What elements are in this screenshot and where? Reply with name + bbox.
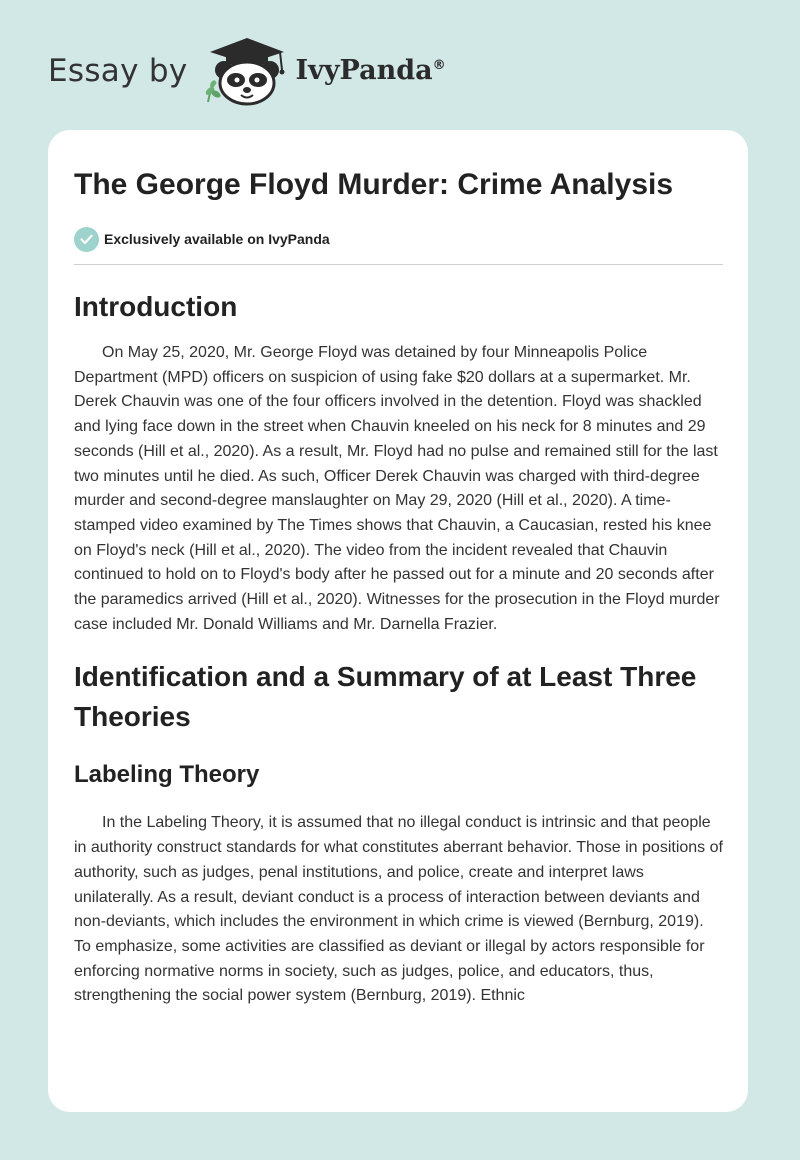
- section-heading-theories: Identification and a Summary of at Least Three Theories: [74, 661, 697, 733]
- title-divider: [74, 264, 723, 265]
- panda-logo-icon[interactable]: [200, 36, 294, 106]
- brand-prefix: Essay by: [48, 53, 188, 89]
- site-header: [48, 36, 446, 106]
- essay-title: The George Floyd Murder: Crime Analysis: [74, 168, 674, 201]
- paragraph-introduction: On May 25, 2020, Mr. George Floyd was detained by four Minneapolis Police Department (MPD) officers on suspicion of using fake $20 dollars at a supermarket. Mr. Derek Chauvin was one of the four officers involved in the detention. Floyd was shackled and lying face down in the street when Chauvin kneeled on his neck for 8 minutes and 29 seconds (Hill et al., 2020). As a result, Mr. Floyd had no pulse and remained still for the last two minutes until he died. As such, Officer Derek Chauvin was charged with third-degree murder and second-degree manslaughter on May 29, 2020 (Hill et al., 2020). A time-stamped video examined by The Times shows that Chauvin, a Caucasian, rested his knee on Floyd's neck (Hill et al., 2020). The video from the incident revealed that Chauvin continued to hold on to Floyd's body after he passed out for a minute and 20 seconds after the paramedics arrived (Hill et al., 2020). Witnesses for the prosecution in the Floyd murder case included Mr. Donald Williams and Mr. Darnella Frazier.: [74, 344, 720, 633]
- subsection-heading-labeling-theory: Labeling Theory: [74, 761, 260, 789]
- paragraph-labeling-theory: In the Labeling Theory, it is assumed that no illegal conduct is intrinsic and that people in authority construct standards for what constitutes aberrant behavior. Those in positions of authority, such as judges, penal institutions, and police, create and interpret laws unilaterally. As a result, deviant conduct is a process of interaction between deviants and non-deviants, which includes the environment in which crime is viewed (Bernburg, 2019). To emphasize, some activities are classified as deviant or illegal by actors responsible for enforcing normative norms in society, such as judges, police, and educators, thus, strengthening the social power system (Bernburg, 2019). Ethnic: [74, 814, 723, 1005]
- registered-mark: ®: [432, 57, 446, 73]
- brand-name-text: IvyPanda: [295, 54, 433, 86]
- essay-content: [74, 164, 723, 1009]
- section-heading-introduction: Introduction: [74, 291, 238, 322]
- exclusive-badge: [74, 226, 723, 252]
- essay-card: [48, 130, 748, 1112]
- brand-name[interactable]: [296, 55, 446, 86]
- check-circle-icon: [74, 227, 99, 252]
- exclusive-label: Exclusively available on IvyPanda: [104, 231, 330, 247]
